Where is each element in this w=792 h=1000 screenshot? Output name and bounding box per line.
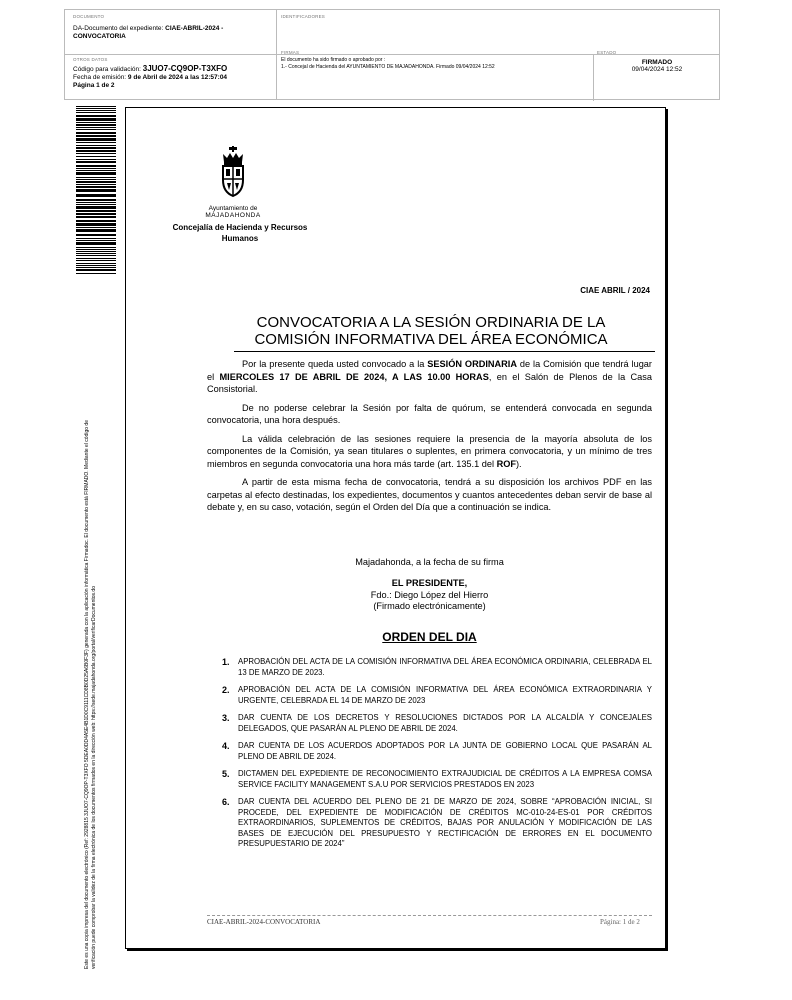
estado-cell xyxy=(597,50,717,73)
estado-value: FIRMADO xyxy=(641,59,673,66)
paragraph-2: De no poderse celebrar la Sesión por falta de quórum, se entenderá convocada en segunda convocatoria, una hora después. xyxy=(207,402,652,425)
signer-role: EL PRESIDENTE, xyxy=(391,578,468,588)
otros-datos-cell xyxy=(73,57,273,90)
signature-note: (Firmado electrónicamente) xyxy=(373,601,486,611)
paragraph-4: A partir de esta misma fecha de convocatoria, tendrá a su disposición los archivos PDF en las carpetas al efecto destinadas, los expedientes, documentos y cuantos antecedentes deban servir de base al debate y, en su caso, votación, según el Orden del Día que a continuación se indica. xyxy=(207,477,652,512)
agenda-item: 3. DAR CUENTA DE LOS DECRETOS Y RESOLUCIONES DICTADOS POR LA ALCALDÍA Y CONCEJALES DELEGADOS, QUE PASARÁN AL PLENO DE ABRIL DE 2024. xyxy=(222,713,652,733)
firmas-label: FIRMAS xyxy=(281,50,300,55)
signature-block xyxy=(207,578,652,613)
fecha-line xyxy=(73,74,273,82)
page-title xyxy=(206,314,656,348)
side-text-line-1: Este es una copia impresa del documento electrónico (Ref: 2928815 3JUO7-CQ9OP-T3XFO 5DEA0DD4A5E4B1D0C9111CD8B0D25A6B0F3F) generada con la aplicación informática Firmadoc. El documento está FIRMADO. Mediante el código de xyxy=(84,420,90,969)
documento-prefix: DA-Documento del expediente: xyxy=(73,25,166,32)
codigo-line xyxy=(73,65,273,74)
codigo-value: 3JUO7-CQ9OP-T3XFO xyxy=(142,64,228,73)
paragraph-1: Por la presente queda usted convocado a la SESIÓN ORDINARIA de la Comisión que tendrá lugar el MIERCOLES 17 DE ABRIL DE 2024, A LAS 10.00 HORAS, en el Salón de Plenos de la Casa Consistorial. xyxy=(207,359,652,394)
pagina-text: Página 1 de 2 xyxy=(73,82,115,89)
ayuntamiento-logo xyxy=(203,146,263,219)
codigo-prefix: Código para validación: xyxy=(73,66,143,73)
concejalia-heading: Concejalía de Hacienda y Recursos Humanos xyxy=(172,223,308,243)
estado-label: ESTADO xyxy=(597,50,617,55)
footer-page-number: Página: 1 de 2 xyxy=(600,918,640,926)
firmas-intro: El documento ha sido firmado o aprobado por : xyxy=(281,57,386,63)
title-underline xyxy=(234,351,655,352)
signer-name: Fdo.: Diego López del Hierro xyxy=(370,589,489,600)
agenda-title: ORDEN DEL DIA xyxy=(382,630,477,644)
body-text xyxy=(207,358,652,520)
agenda-item: 5. DICTAMEN DEL EXPEDIENTE DE RECONOCIMIENTO EXTRAJUDICIAL DE CRÉDITOS A LA EMPRESA COMSA SERVICE FACILITY MANAGEMENT S.A.U POR SERVICIOS PRESTADOS EN 2023 xyxy=(222,769,652,789)
verification-side-text xyxy=(84,299,98,969)
documento-text xyxy=(73,25,273,41)
fecha-value: 9 de Abril de 2024 a las 12:57:04 xyxy=(127,74,228,81)
estado-date: 09/04/2024 12:52 xyxy=(631,66,683,73)
documento-value: CIAE-ABRIL-2024 -CONVOCATORIA xyxy=(73,25,224,40)
fecha-prefix: Fecha de emisión: xyxy=(73,74,128,81)
agenda-list xyxy=(222,657,652,857)
footer-divider xyxy=(207,915,652,916)
title-line-2: COMISIÓN INFORMATIVA DEL ÁREA ECONÓMICA xyxy=(254,331,608,348)
agenda-item: 1. APROBACIÓN DEL ACTA DE LA COMISIÓN INFORMATIVA DEL ÁREA ECONÓMICA ORDINARIA, CELEBRADA EL 13 DE MARZO DE 2023. xyxy=(222,657,652,677)
place-and-date: Majadahonda, a la fecha de su firma xyxy=(355,557,504,567)
logo-name-line-2: MAJADAHONDA xyxy=(205,212,261,219)
document-reference: CIAE ABRIL / 2024 xyxy=(580,286,650,295)
barcode xyxy=(76,106,116,274)
side-text-line-2: verificación puede comprobar la validez de la firma electrónica de los documentos firmados en la dirección web: https://sede.majadahonda.org/portal/verificarDocumentos.do xyxy=(91,586,97,969)
firmas-cell xyxy=(281,50,591,71)
documento-label: DOCUMENTO xyxy=(73,14,105,19)
crest-icon xyxy=(203,146,263,200)
footer-document-id: CIAE-ABRIL-2024-CONVOCATORIA xyxy=(207,918,321,926)
logo-name-line-1: Ayuntamiento de xyxy=(208,205,258,212)
firmas-line: 1.- Concejal de Hacienda del AYUNTAMIENTO DE MAJADAHONDA. Firmado 09/04/2024 12:52 xyxy=(281,64,495,70)
agenda-item: 6. DAR CUENTA DEL ACUERDO DEL PLENO DE 21 DE MARZO DE 2024, SOBRE “APROBACIÓN INICIAL, SI PROCEDE, DEL EXPEDIENTE DE MODIFICACIÓN DE CRÉDITOS MC-010-24-ES-01 POR CRÉDITOS EXTRAORDINARIOS, SUPLEMENTOS DE CRÉDITOS, BAJAS POR ANULACIÓN Y MODIFICACIÓN DE LAS BASES DE EJECUCIÓN DEL PRESUPUESTO Y RECTIFICACIÓN DE ERRORES EN EL DOCUMENTO PRESUPUESTARIO DE 2024” xyxy=(222,797,652,848)
identificadores-cell xyxy=(281,14,581,19)
documento-cell xyxy=(73,14,273,41)
title-line-1: CONVOCATORIA A LA SESIÓN ORDINARIA DE LA xyxy=(256,314,606,331)
otros-datos-label: OTROS DATOS xyxy=(73,57,108,62)
paragraph-3: La válida celebración de las sesiones requiere la presencia de la mayoría absoluta de los componentes de la Comisión, ya sean titulares o suplentes, en primera convocatoria, y un mínimo de tres miembros en segunda convocatoria una hora más tarde (art. 135.1 del ROF). xyxy=(207,433,652,469)
agenda-item: 4. DAR CUENTA DE LOS ACUERDOS ADOPTADOS POR LA JUNTA DE GOBIERNO LOCAL QUE PASARÁN AL PLENO DE ABRIL DE 2024. xyxy=(222,741,652,761)
signature-header xyxy=(64,9,720,100)
agenda-item: 2. APROBACIÓN DEL ACTA DE LA COMISIÓN INFORMATIVA DEL ÁREA ECONÓMICA EXTRAORDINARIA Y URGENTE, CELEBRADA EL 14 DE MARZO DE 2023 xyxy=(222,685,652,705)
identificadores-label: IDENTIFICADORES xyxy=(281,14,326,19)
